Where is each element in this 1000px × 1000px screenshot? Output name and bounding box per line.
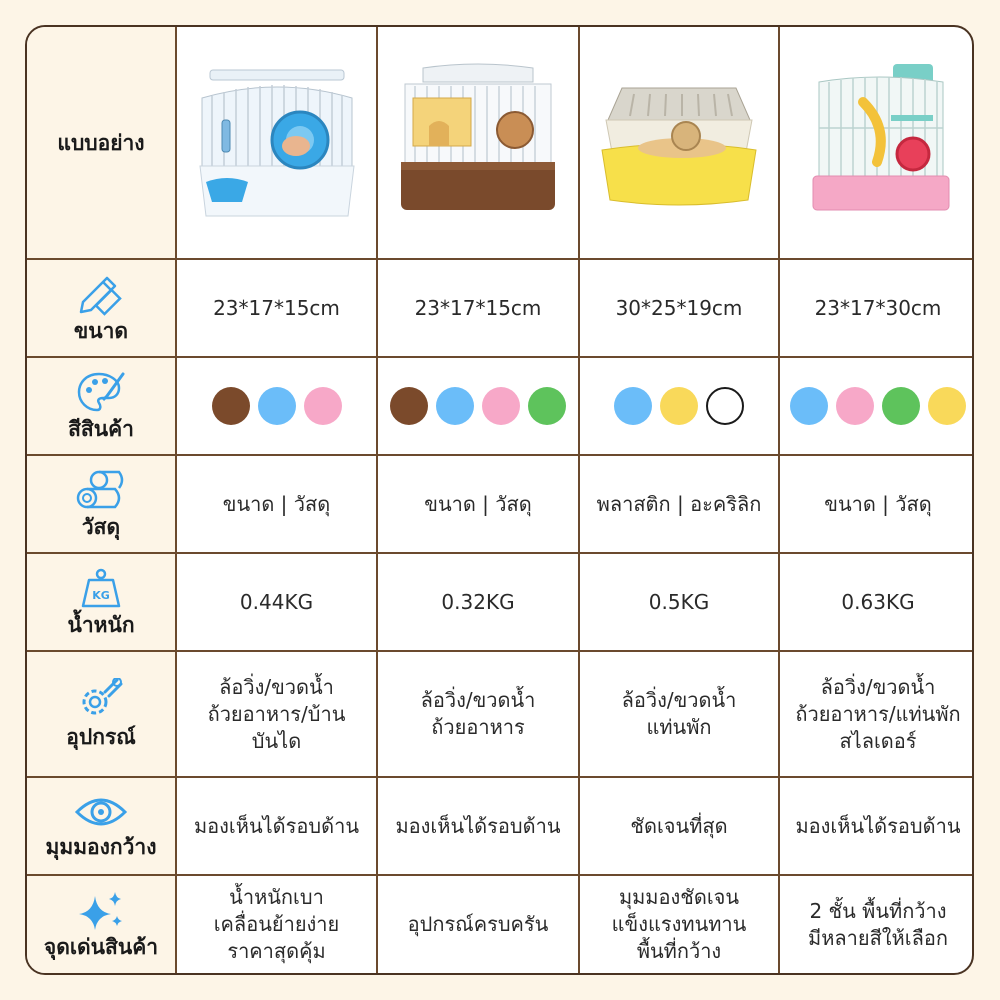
text-line: พื้นที่กว้าง <box>636 939 722 963</box>
cage-image-yellow <box>594 58 764 228</box>
cage-image-pink <box>793 58 963 228</box>
accessories-value-4 <box>779 651 974 777</box>
material-value-3: พลาสติก | อะคริลิก <box>579 455 779 553</box>
palette-brush-icon <box>77 370 125 414</box>
logs-icon <box>75 468 127 512</box>
color-swatches-4 <box>779 357 974 455</box>
view-value-4: มองเห็นได้รอบด้าน <box>779 777 974 875</box>
accessories-value-3 <box>579 651 779 777</box>
view-value-3: ชัดเจนที่สุด <box>579 777 779 875</box>
row-header-material <box>27 455 176 553</box>
view-value-2: มองเห็นได้รอบด้าน <box>377 777 579 875</box>
row-accessories <box>27 651 974 777</box>
text-line: มีหลายสีให้เลือก <box>808 925 948 950</box>
material-value-2: ขนาด | วัสดุ <box>377 455 579 553</box>
material-value-1: ขนาด | วัสดุ <box>176 455 377 553</box>
text-line: แข็งแรงทนทาน <box>611 912 747 936</box>
highlight-value-4 <box>779 875 974 973</box>
weight-value-3: 0.5KG <box>579 553 779 651</box>
weight-kg-icon <box>79 566 123 610</box>
text-line: 2 ชั้น พื้นที่กว้าง <box>809 898 947 923</box>
size-value-1: 23*17*15cm <box>176 259 377 357</box>
size-value-3: 30*25*19cm <box>579 259 779 357</box>
highlight-value-2 <box>377 875 579 973</box>
color-swatches-3 <box>579 357 779 455</box>
color-swatches-1 <box>176 357 377 455</box>
product-image-4 <box>779 27 974 259</box>
accessories-value-1 <box>176 651 377 777</box>
row-header-highlight <box>27 875 176 973</box>
row-label-view: มุมมองกว้าง <box>45 835 157 859</box>
row-label-material: วัสดุ <box>81 515 121 539</box>
svg-text:KG: KG <box>92 589 110 602</box>
row-weight <box>27 553 974 651</box>
text-line: ถ้วยอาหาร/บ้าน <box>207 701 346 726</box>
highlight-value-3 <box>579 875 779 973</box>
row-label-model: แบบอย่าง <box>57 130 145 155</box>
ruler-pencil-icon <box>77 272 125 316</box>
cage-image-blue <box>192 58 362 228</box>
row-header-model <box>27 27 176 259</box>
row-header-view <box>27 777 176 875</box>
swatch-group <box>382 387 574 425</box>
color-swatch <box>390 387 428 425</box>
color-swatch <box>482 387 520 425</box>
comparison-table <box>27 27 974 973</box>
row-header-color <box>27 357 176 455</box>
text-line: ราคาสุดคุ้ม <box>227 939 326 963</box>
text-line: มุมมองชัดเจน <box>618 885 740 909</box>
row-label-size: ขนาด <box>73 319 129 343</box>
swatch-group <box>784 387 972 425</box>
product-image-1 <box>176 27 377 259</box>
material-value-4: ขนาด | วัสดุ <box>779 455 974 553</box>
size-value-4: 23*17*30cm <box>779 259 974 357</box>
color-swatch <box>528 387 566 425</box>
color-swatch <box>928 387 966 425</box>
cage-image-brown <box>393 58 563 228</box>
row-highlight <box>27 875 974 973</box>
color-swatch <box>304 387 342 425</box>
color-swatches-2 <box>377 357 579 455</box>
color-swatch <box>436 387 474 425</box>
text-line: ล้อวิ่ง/ขวดน้ำ <box>219 674 334 699</box>
weight-value-2: 0.32KG <box>377 553 579 651</box>
product-image-3 <box>579 27 779 259</box>
color-swatch <box>706 387 744 425</box>
color-swatch <box>882 387 920 425</box>
product-image-2 <box>377 27 579 259</box>
size-value-2: 23*17*15cm <box>377 259 579 357</box>
text-line: เคลื่อนย้ายง่าย <box>213 912 340 936</box>
weight-value-4: 0.63KG <box>779 553 974 651</box>
row-label-highlight: จุดเด่นสินค้า <box>43 934 159 959</box>
text-line: สไลเดอร์ <box>839 728 917 753</box>
color-swatch <box>790 387 828 425</box>
color-swatch <box>258 387 296 425</box>
row-header-accessories <box>27 651 176 777</box>
eye-icon <box>75 792 127 832</box>
row-label-weight: น้ำหนัก <box>67 613 135 637</box>
text-line: บันได <box>251 728 302 753</box>
row-label-accessories: อุปกรณ์ <box>66 725 136 749</box>
color-swatch <box>614 387 652 425</box>
swatch-group <box>584 387 774 425</box>
swatch-group <box>181 387 372 425</box>
text-line: น้ำหนักเบา <box>229 885 324 909</box>
row-material <box>27 455 974 553</box>
row-header-size <box>27 259 176 357</box>
comparison-table-frame <box>25 25 974 975</box>
text-line: แท่นพัก <box>646 715 712 739</box>
text-line: ถ้วยอาหาร/แท่นพัก <box>795 701 961 726</box>
sparkle-icon <box>77 890 125 932</box>
row-header-weight <box>27 553 176 651</box>
accessories-value-2 <box>377 651 579 777</box>
weight-value-1: 0.44KG <box>176 553 377 651</box>
highlight-value-1 <box>176 875 377 973</box>
row-view <box>27 777 974 875</box>
row-model <box>27 27 974 259</box>
text-line: ล้อวิ่ง/ขวดน้ำ <box>621 688 737 712</box>
row-label-color: สีสินค้า <box>68 417 134 441</box>
text-line: ล้อวิ่ง/ขวดน้ำ <box>820 674 936 699</box>
color-swatch <box>836 387 874 425</box>
color-swatch <box>212 387 250 425</box>
color-swatch <box>660 387 698 425</box>
row-size <box>27 259 974 357</box>
text-line: ล้อวิ่ง/ขวดน้ำ <box>420 688 536 712</box>
row-color <box>27 357 974 455</box>
text-line: อุปกรณ์ครบครัน <box>407 912 549 936</box>
text-line: ถ้วยอาหาร <box>431 715 525 739</box>
gear-wrench-icon <box>77 678 125 722</box>
view-value-1: มองเห็นได้รอบด้าน <box>176 777 377 875</box>
